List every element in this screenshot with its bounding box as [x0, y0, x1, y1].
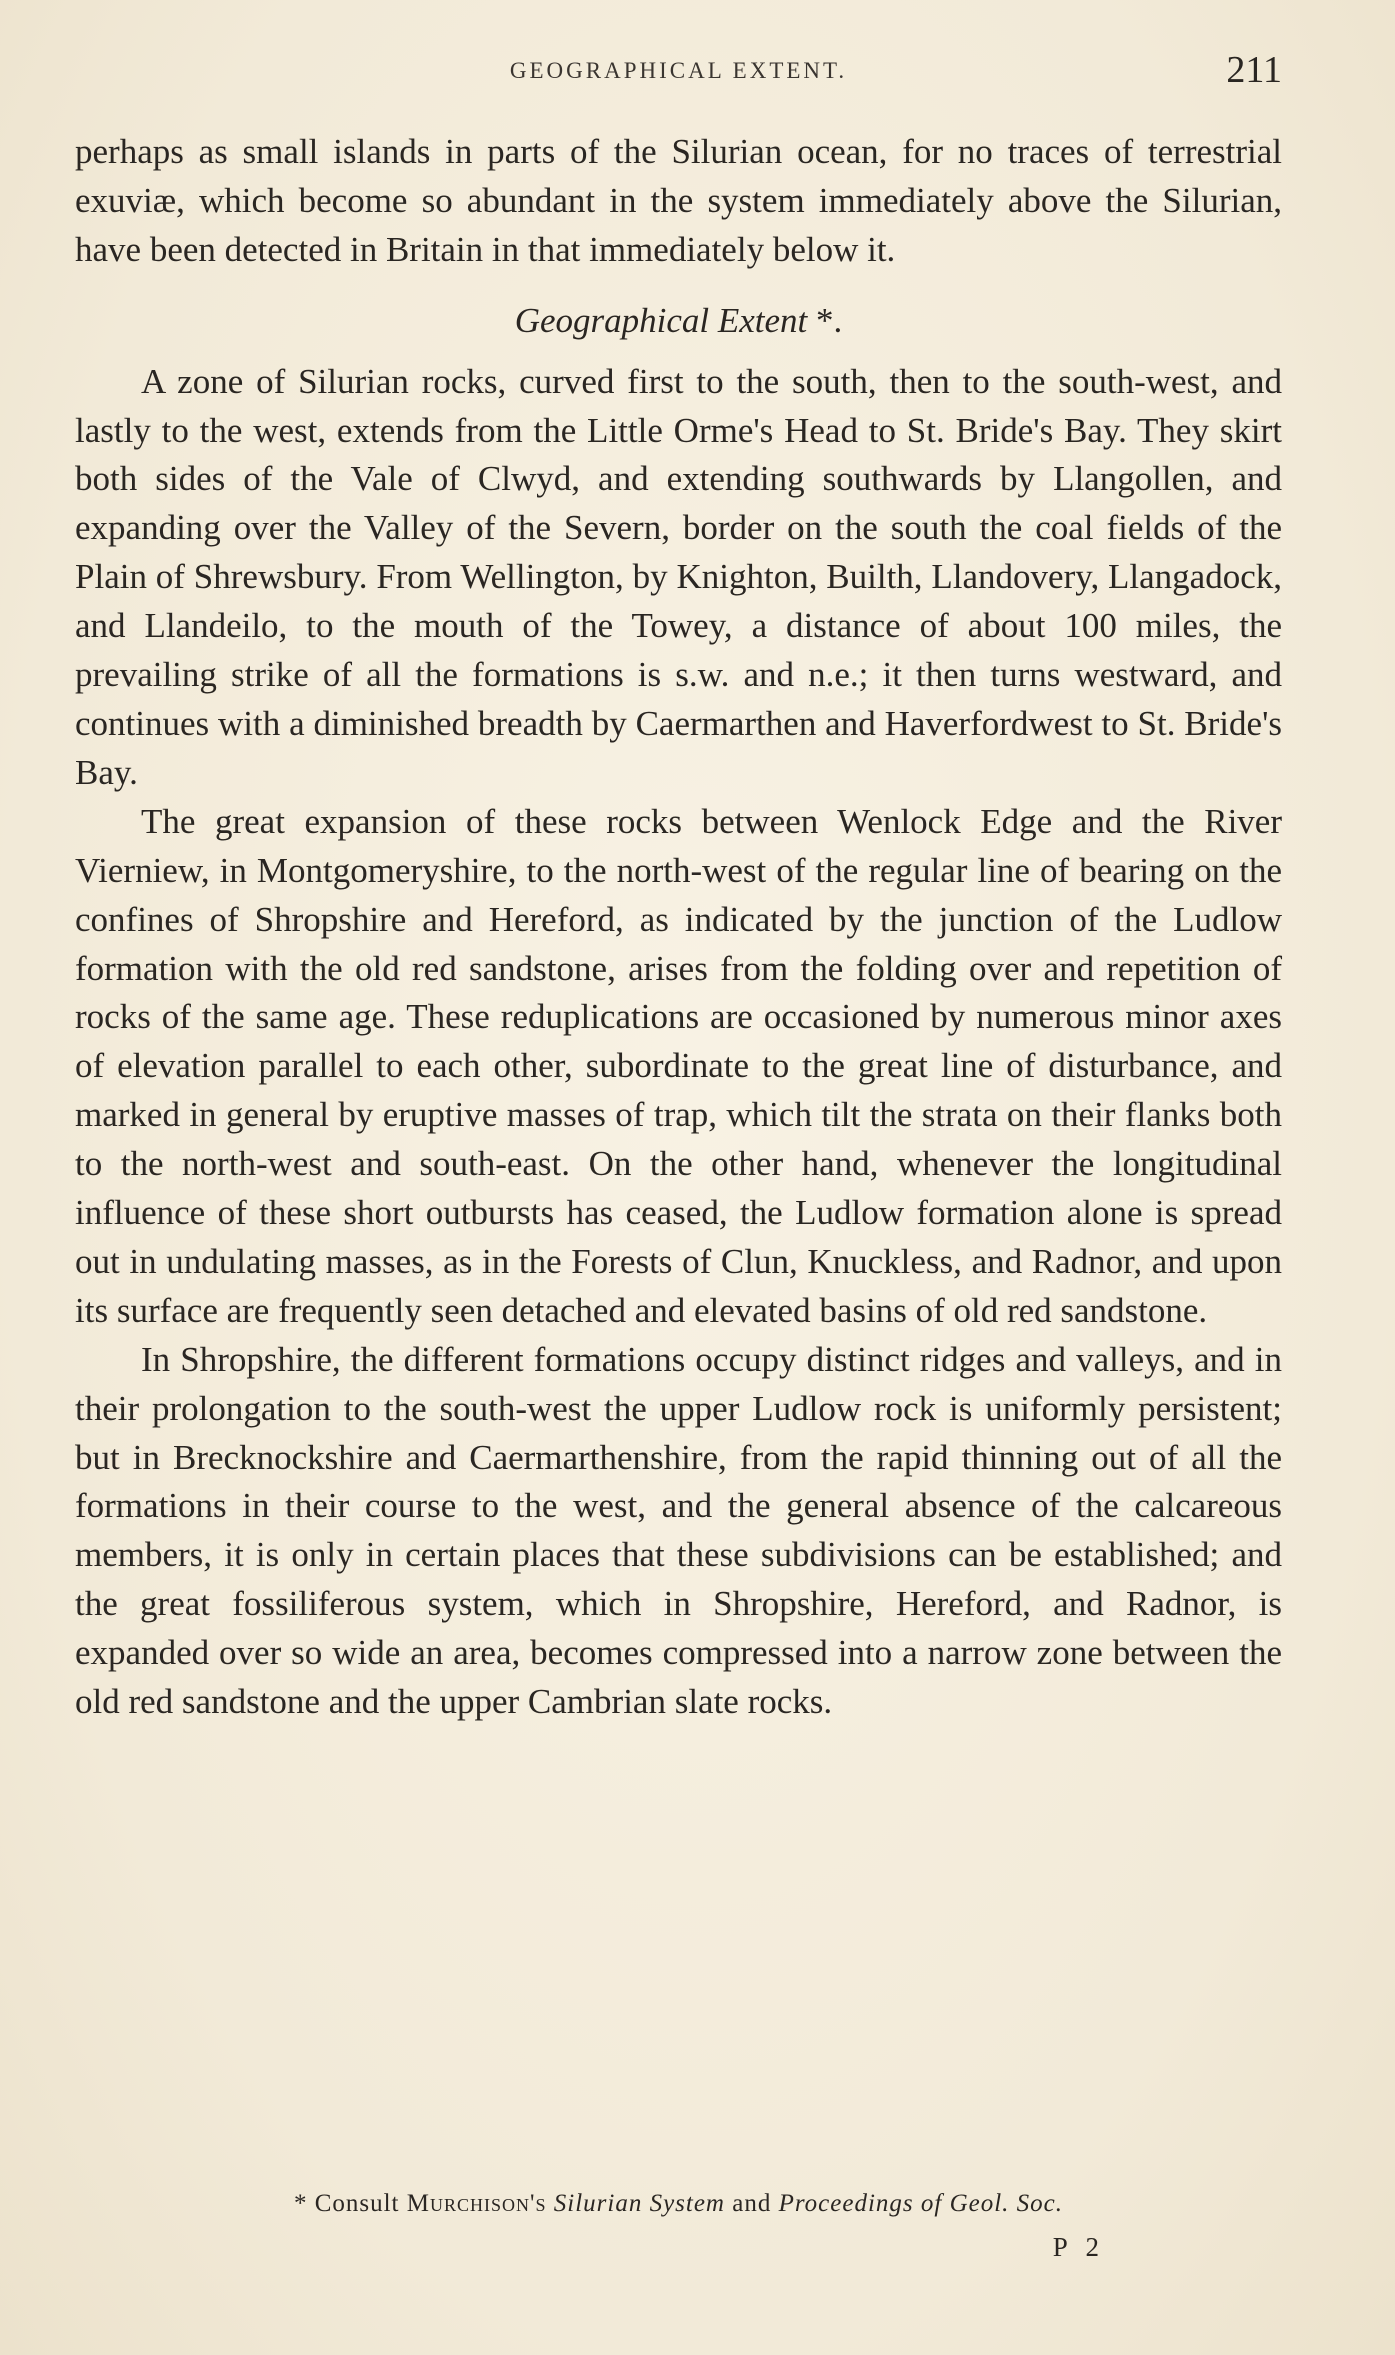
footnote-work-1: Silurian System: [553, 2190, 725, 2217]
footnote-marker: *: [293, 2190, 308, 2217]
footnote: [75, 2190, 1282, 2218]
intro-paragraph: perhaps as small islands in parts of the Silurian ocean, for no traces of terrestrial exuviæ, which become so abundant in the system immediately above the Silurian, have been detected in Britain in that immediately below it.: [75, 132, 1282, 269]
paragraph-3: In Shropshire, the different formations occupy distinct ridges and valleys, and in their prolongation to the south-west the upper Ludlow rock is uniformly persistent; but in Brecknockshire and Caermarthenshire, from the rapid thinning out of all the formations in their course to the west, and the general absence of the calcareous members, it is only in certain places that these subdivisions can be established; and the great fossiliferous system, which in Shropshire, Hereford, and Radnor, is expanded over so wide an area, becomes compressed into a narrow zone between the old red sandstone and the upper Cambrian slate rocks.: [75, 1339, 1282, 1722]
footnote-conjunction: and: [732, 2190, 772, 2217]
footnote-reference: *.: [816, 300, 843, 340]
section-title-text: Geographical Extent: [514, 300, 808, 340]
page-header: [75, 49, 1282, 98]
page-number: 211: [1226, 49, 1282, 91]
paragraph-2: The great expansion of these rocks between Wenlock Edge and the River Vierniew, in Montgomeryshire, to the north-west of the regular line of bearing on the confines of Shropshire and Hereford, as indicated by the junction of the Ludlow formation with the old red sandstone, arises from the folding over and repetition of rocks of the same age. These reduplications are occasioned by numerous minor axes of elevation parallel to each other, subordinate to the great line of disturbance, and marked in general by eruptive masses of trap, which tilt the strata on their flanks both to the north-west and south-east. On the other hand, whenever the longitudinal influence of these short outbursts has ceased, the Ludlow formation alone is spread out in undulating masses, as in the Forests of Clun, Knuckless, and Radnor, and upon its surface are frequently seen detached and elevated basins of old red sandstone.: [75, 801, 1282, 1330]
footnote-prefix: Consult: [314, 2190, 400, 2217]
footnote-author: Murchison's: [406, 2190, 547, 2217]
page-body: [75, 128, 1282, 1727]
running-head: GEOGRAPHICAL EXTENT.: [509, 58, 848, 83]
footnote-work-2: Proceedings of Geol. Soc.: [778, 2190, 1064, 2217]
paragraph-1: A zone of Silurian rocks, curved first to the south, then to the south-west, and lastly to the west, extends from the Little Orme's Head to St. Bride's Bay. They skirt both sides of the Vale of Clwyd, and extending southwards by Llangollen, and expanding over the Valley of the Severn, border on the south the coal fields of the Plain of Shrewsbury. From Wellington, by Knighton, Builth, Llandovery, Llangadock, and Llandeilo, to the mouth of the Towey, a distance of about 100 miles, the prevailing strike of all the formations is s.w. and n.e.; it then turns westward, and continues with a diminished breadth by Caermarthen and Haverfordwest to St. Bride's Bay.: [75, 361, 1282, 792]
section-title: [75, 297, 1282, 346]
signature-mark: P 2: [1052, 2232, 1105, 2262]
